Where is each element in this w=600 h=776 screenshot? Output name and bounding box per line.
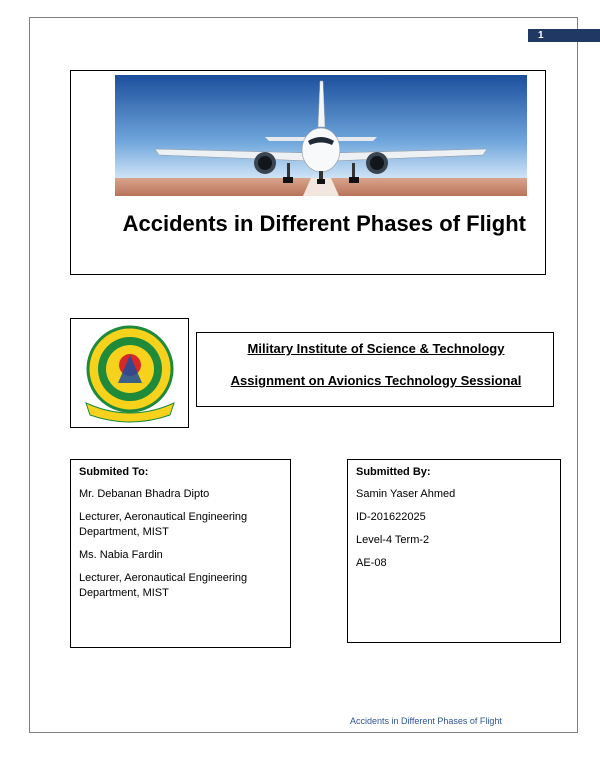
submitted-by-box [347,459,561,643]
institute-box [196,332,554,407]
supervisor-name-1: Mr. Debanan Bhadra Dipto [79,488,210,500]
cover-box [70,70,546,275]
submitted-to-heading: Submited To: [79,466,149,478]
supervisor-title-1: Lecturer, Aeronautical Engineering Department, MIST [79,511,248,538]
student-level: Level-4 Term-2 [356,534,430,546]
airplane-image [115,75,527,196]
page-number: 1 [538,30,544,41]
supervisor-title-2: Lecturer, Aeronautical Engineering Department, MIST [79,572,248,599]
submitted-to-box [70,459,291,648]
student-section: AE-08 [356,557,387,569]
document-title: Accidents in Different Phases of Flight [122,211,526,236]
assignment-title: Assignment on Avionics Technology Sessional [230,373,522,388]
mist-logo [80,325,180,423]
student-name: Samin Yaser Ahmed [356,488,456,500]
supervisor-name-2: Ms. Nabia Fardin [79,549,163,561]
institute-logo-box [70,318,189,428]
institute-name: Military Institute of Science & Technology [247,341,505,356]
submitted-by-heading: Submitted By: [356,466,431,478]
page-footer: Accidents in Different Phases of Flight [350,716,502,726]
student-id: ID-201622025 [356,511,426,523]
page-number-badge [528,29,600,42]
